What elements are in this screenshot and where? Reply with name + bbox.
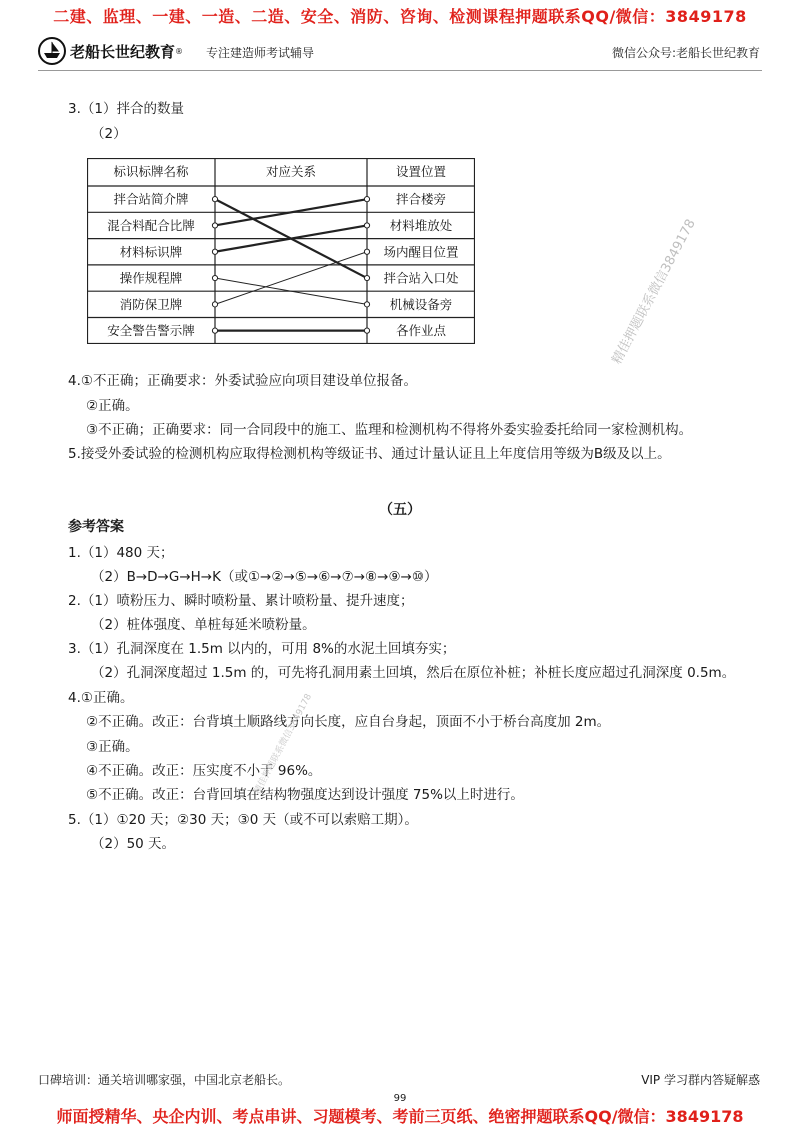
q4-line-1: 4.①不正确；正确要求：外委试验应向项目建设单位报备。 (68, 373, 417, 389)
connector-dot (364, 302, 369, 307)
table-left-label: 消防保卫牌 (119, 296, 183, 312)
q4-line-3: ③不正确；正确要求：同一合同段中的施工、监理和检测机构不得将外委实验委托给同一家检测机构。 (86, 422, 693, 438)
footer-right: VIP 学习群内答疑解惑 (641, 1073, 760, 1087)
answer-line: ④不正确。改正：压实度不小于 96%。 (86, 763, 322, 779)
footer-left: 口碑培训：通关培训哪家强，中国北京老船长。 (38, 1073, 291, 1087)
connector-dot (212, 223, 217, 228)
answer-line: 1.（1）480 天； (68, 545, 174, 561)
connector-dot (364, 328, 369, 333)
header (38, 36, 760, 66)
answer-line: 3.（1）孔洞深度在 1.5m 以内的，可用 8%的水泥土回填夯实； (68, 641, 456, 657)
table-right-label: 拌合楼旁 (395, 191, 447, 207)
answer-line: （2）桩体强度、单桩每延米喷粉量。 (91, 617, 316, 633)
registered-mark: ® (175, 46, 184, 56)
answer-line: 4.①正确。 (68, 690, 134, 706)
watermark-middle: 精佳押题联系微信3849178 (252, 692, 315, 797)
table-left-label: 拌合站简介牌 (113, 191, 189, 207)
table-right-label: 各作业点 (395, 323, 447, 339)
matching-table (87, 158, 475, 344)
connector-line (215, 252, 367, 305)
table-left-label: 材料标识牌 (119, 244, 183, 260)
answer-line: 5.（1）①20 天；②30 天；③0 天（或不可以索赔工期）。 (68, 812, 418, 828)
page-number: 99 (393, 1093, 407, 1104)
ship-logo-icon (38, 37, 66, 65)
table-header-name: 标识标牌名称 (113, 164, 189, 179)
header-divider (38, 70, 762, 71)
logo-text: 老船长世纪教育 (70, 42, 176, 61)
connector-dot (212, 249, 217, 254)
wechat-account: 微信公众号:老船长世纪教育 (611, 46, 760, 60)
connector-dot (364, 275, 369, 280)
section-title: （五） (379, 502, 421, 518)
logo (38, 36, 183, 66)
q3-line-2: （2） (91, 126, 127, 142)
table-header-relation: 对应关系 (265, 164, 317, 179)
answer-heading: 参考答案 (68, 519, 124, 535)
answer-line: ③正确。 (86, 739, 139, 755)
answer-line: （2）50 天。 (91, 836, 176, 852)
table-left-label: 操作规程牌 (119, 270, 183, 286)
answer-line: ②不正确。改正：台背填土顺路线方向长度，应自台身起，顶面不小于桥台高度加 2m。 (86, 714, 611, 730)
connector-dot (364, 197, 369, 202)
answer-line: （2）B→D→G→H→K（或①→②→⑤→⑥→⑦→⑧→⑨→⑩） (91, 569, 438, 585)
answer-line: ⑤不正确。改正：台背回填在结构物强度达到设计强度 75%以上时进行。 (86, 787, 524, 803)
bottom-banner: 师面授精华、央企内训、考点串讲、习题模考、考前三页纸、绝密押题联系QQ/微信：3849178 (56, 1107, 744, 1126)
top-banner: 二建、监理、一建、一造、二造、安全、消防、咨询、检测课程押题联系QQ/微信：3849178 (53, 7, 747, 26)
connector-dot (364, 249, 369, 254)
table-header-location: 设置位置 (395, 164, 447, 179)
table-left-label: 安全警告警示牌 (107, 323, 195, 339)
slogan: 专注建造师考试辅导 (206, 46, 315, 60)
answer-line: 2.（1）喷粉压力、瞬时喷粉量、累计喷粉量、提升速度； (68, 593, 414, 609)
table-right-label: 场内醒目位置 (383, 244, 459, 260)
connector-dot (212, 328, 217, 333)
table-right-label: 材料堆放处 (389, 217, 453, 233)
connector-dot (212, 197, 217, 202)
table-right-label: 机械设备旁 (389, 296, 453, 312)
answer-line: （2）孔洞深度超过 1.5m 的，可先将孔洞用素土回填，然后在原位补桩；补桩长度应超过孔洞深度 0.5m。 (91, 665, 736, 681)
q3-line-1: 3.（1）拌合的数量 (68, 101, 184, 117)
connector-dot (364, 223, 369, 228)
q4-line-2: ②正确。 (86, 398, 139, 414)
q5-line: 5.接受外委试验的检测机构应取得检测机构等级证书、通过计量认证且上年度信用等级为B级及以上。 (68, 446, 671, 462)
connector-dot (212, 275, 217, 280)
connector-dot (212, 302, 217, 307)
watermark-right: 精佳押题联系微信3849178 (609, 216, 699, 367)
table-left-label: 混合料配合比牌 (107, 217, 195, 233)
table-right-label: 拌合站入口处 (383, 270, 459, 286)
